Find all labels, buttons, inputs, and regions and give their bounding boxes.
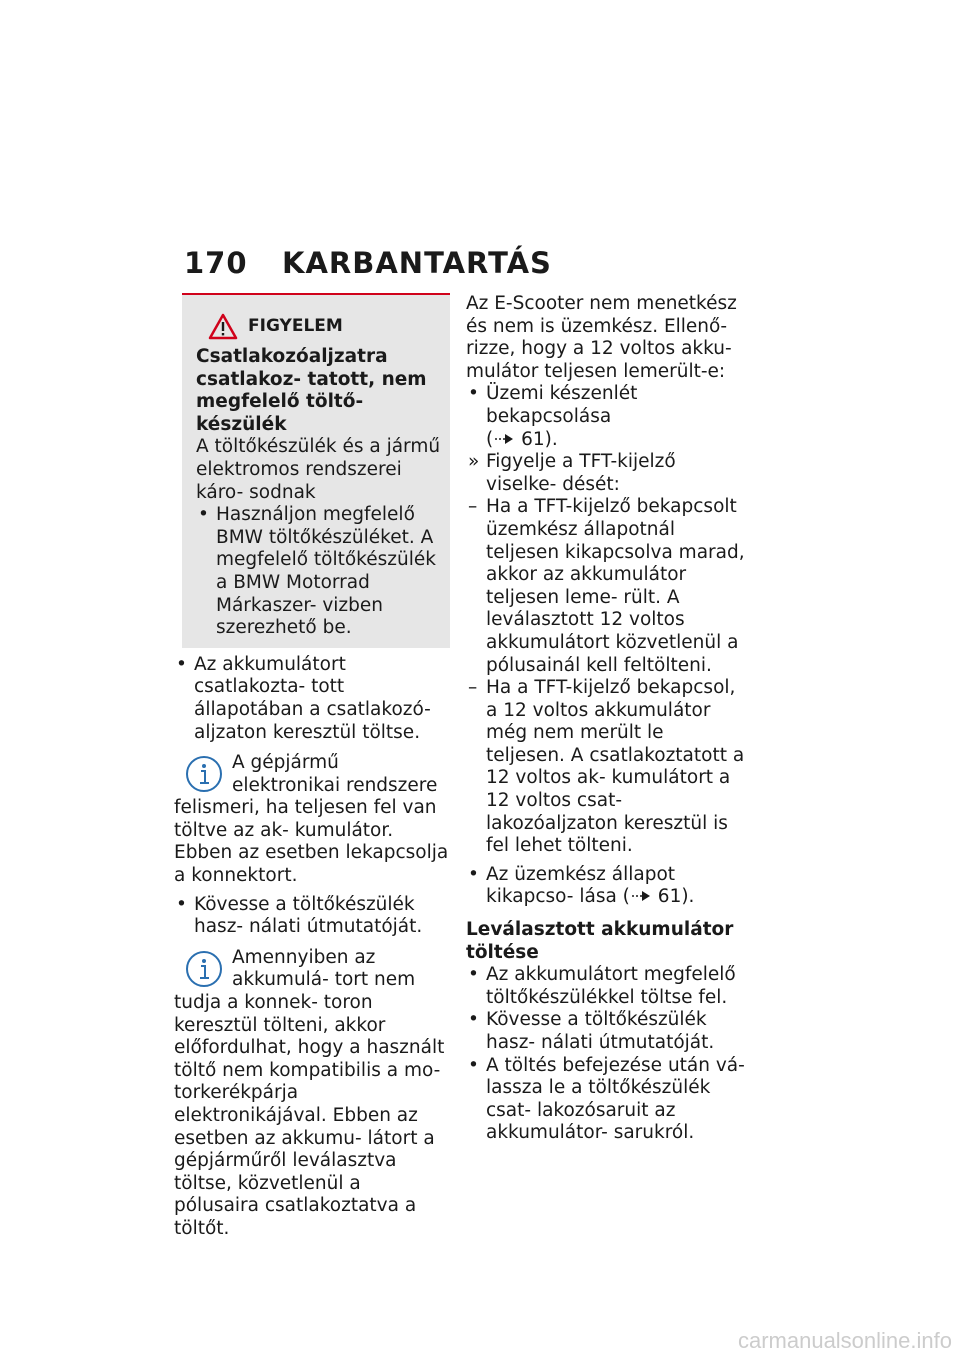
warning-label: FIGYELEM — [248, 316, 343, 337]
warning-bullet — [196, 504, 446, 640]
dash-text: Ha a TFT-kijelző bekapcsol, a 12 voltos akkumulátor még nem merült le teljesen. A csatlakoztatott a 12 voltos ak- kumulátort a 12 voltos csat- lakozóaljzaton keresztül is fel lehet tölteni. — [486, 677, 745, 857]
warning-description: A töltőkészülék és a jármű elektromos rendszerei káro- sodnak — [196, 436, 441, 503]
bullet-marker: • — [468, 383, 479, 405]
bullet-text: Üzemi készenlét bekapcsolása — [486, 383, 638, 427]
page-header — [184, 246, 552, 280]
page-reference[interactable]: ( 61). — [486, 428, 558, 450]
warning-header — [196, 313, 446, 340]
step-text: Az akkumulátort megfelelő töltőkészülékkel töltse fel. — [486, 964, 736, 1008]
bullet-marker: • — [468, 1009, 479, 1031]
page-reference-number: 61). — [657, 886, 695, 908]
bullet-ready-off — [466, 864, 746, 909]
step-text: Kövesse a töltőkészülék hasz- nálati útmutatóját. — [194, 893, 423, 938]
dash-text: Ha a TFT-kijelző bekapcsolt üzemkész állapotnál teljesen kikapcsolva marad, akkor az akkumulátor teljesen leme- rült. A leválasztott 12 voltos akkumulátort közvetlenül a pólusainál kell feltölteni. — [486, 496, 745, 676]
step-text: Az akkumulátort csatlakozta- tott állapotában a csatlakozó- aljzaton keresztül töltse. — [194, 653, 431, 743]
step-text: Kövesse a töltőkészülék hasz- nálati útmutatóját. — [486, 1009, 715, 1053]
info-note-1 — [174, 752, 450, 888]
bullet-text: Az üzemkész állapot kikapcso- lása ( — [486, 863, 676, 908]
step-text: A töltés befejezése után vá- lassza le a töltőkészülék csat- lakozósaruit az akkumulátor- sarukról. — [486, 1054, 745, 1144]
watermark: carmanualsonline.info — [737, 1328, 952, 1353]
bullet-marker: • — [176, 653, 187, 675]
bullet-marker: • — [468, 863, 479, 885]
info-note-2 — [174, 947, 450, 1241]
page-reference-number: 61). — [521, 428, 558, 450]
right-column — [466, 293, 746, 1145]
bullet-marker: • — [468, 1054, 479, 1076]
arrow-marker: » — [468, 451, 480, 473]
step-connect-charge — [174, 654, 450, 744]
warning-title: Csatlakozóaljzatra csatlakoz- tatott, nem megfelelő töltő- készülék — [196, 346, 427, 435]
bullet-marker: • — [468, 964, 479, 986]
step-follow-manual — [174, 894, 450, 939]
dash-item-1 — [466, 496, 746, 677]
bullet-marker: • — [176, 893, 187, 915]
info-icon — [184, 754, 224, 794]
subheading: Leválasztott akkumulátor töltése — [466, 919, 734, 963]
step-follow-manual — [466, 1009, 746, 1054]
step-disconnect — [466, 1055, 746, 1145]
left-column — [174, 293, 450, 1241]
bullet-ready-on — [466, 383, 746, 451]
arrow-right-icon — [630, 890, 652, 902]
dash-marker: – — [468, 496, 478, 518]
page-number: 170 — [184, 246, 248, 280]
bullet-text: Figyelje a TFT-kijelző viselke- dését: — [486, 451, 676, 495]
step-charge — [466, 964, 746, 1009]
bullet-observe-tft — [466, 451, 746, 496]
info-text: Amennyiben az akkumulá- tort nem tudja a konnek- toron keresztül tölteni, akkor előfordulhat, hogy a használt töltő nem kompatibilis a mo- torkerékpárja elektronikájával. Ebben az esetben az akkumu- látort a gépjárműről leválasztva töltse, közvetlenül a pólusaira csatlakoztatva a töltőt. — [174, 946, 445, 1239]
bullet-marker: • — [198, 504, 209, 526]
intro-text: Az E-Scooter nem menetkész és nem is üzemkész. Ellenő- rizze, hogy a 12 voltos akku- mulátor teljesen lemerült-e: — [466, 293, 737, 382]
warning-triangle-icon — [208, 313, 238, 340]
warning-bullet-text: Használjon megfelelő BMW töltőkészüléket. A megfelelő töltőkészülék a BMW Motorrad Márkaszer- vizben szerezhető be. — [216, 504, 436, 639]
dash-marker: – — [468, 677, 478, 699]
info-text: A gépjármű elektronikai rendszere felismeri, ha teljesen fel van töltve az ak- kumulátor. Ebben az esetben lekapcsolja a konnektort. — [174, 752, 449, 887]
section-title: KARBANTARTÁS — [282, 246, 552, 280]
dash-item-2 — [466, 677, 746, 858]
warning-box — [182, 293, 450, 648]
arrow-right-icon — [493, 433, 515, 445]
page-reference[interactable] — [630, 886, 695, 907]
info-icon — [184, 949, 224, 989]
